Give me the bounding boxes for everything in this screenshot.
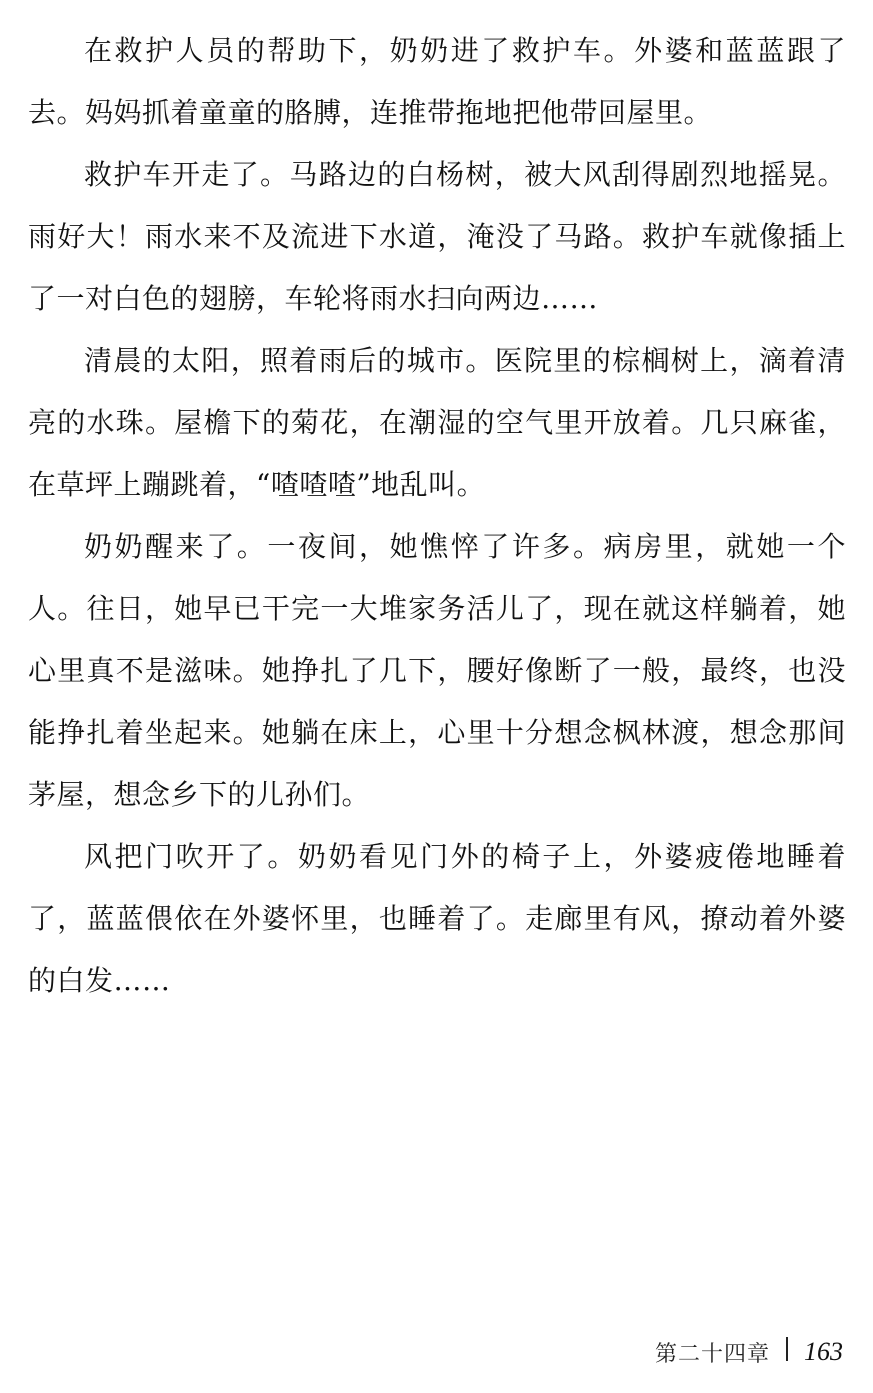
paragraph-4: 奶奶醒来了。一夜间，她憔悴了许多。病房里，就她一个人。往日，她早已干完一大堆家务活儿了，现在就这样躺着，她心里真不是滋味。她挣扎了几下，腰好像断了一般，最终，也没能挣扎着坐起来。她躺在床上，心里十分想念枫林渡，想念那间茅屋，想念乡下的儿孙们。 bbox=[28, 530, 846, 811]
paragraph-5: 风把门吹开了。奶奶看见门外的椅子上，外婆疲倦地睡着了，蓝蓝偎依在外婆怀里，也睡着了。走廊里有风，撩动着外婆的白发…… bbox=[28, 840, 846, 997]
paragraph-3: 清晨的太阳，照着雨后的城市。医院里的棕榈树上，滴着清亮的水珠。屋檐下的菊花，在潮湿的空气里开放着。几只麻雀，在草坪上蹦跳着，“喳喳喳”地乱叫。 bbox=[28, 344, 846, 501]
footer-divider bbox=[786, 1337, 788, 1361]
page-footer bbox=[655, 1330, 843, 1374]
page-number: 163 bbox=[804, 1337, 843, 1366]
body-text bbox=[28, 20, 846, 1012]
paragraph-2: 救护车开走了。马路边的白杨树，被大风刮得剧烈地摇晃。雨好大！雨水来不及流进下水道，淹没了马路。救护车就像插上了一对白色的翅膀，车轮将雨水扫向两边…… bbox=[28, 158, 846, 315]
paragraph-1: 在救护人员的帮助下，奶奶进了救护车。外婆和蓝蓝跟了去。妈妈抓着童童的胳膊，连推带拖地把他带回屋里。 bbox=[28, 34, 846, 129]
chapter-label: 第二十四章 bbox=[654, 1341, 770, 1367]
